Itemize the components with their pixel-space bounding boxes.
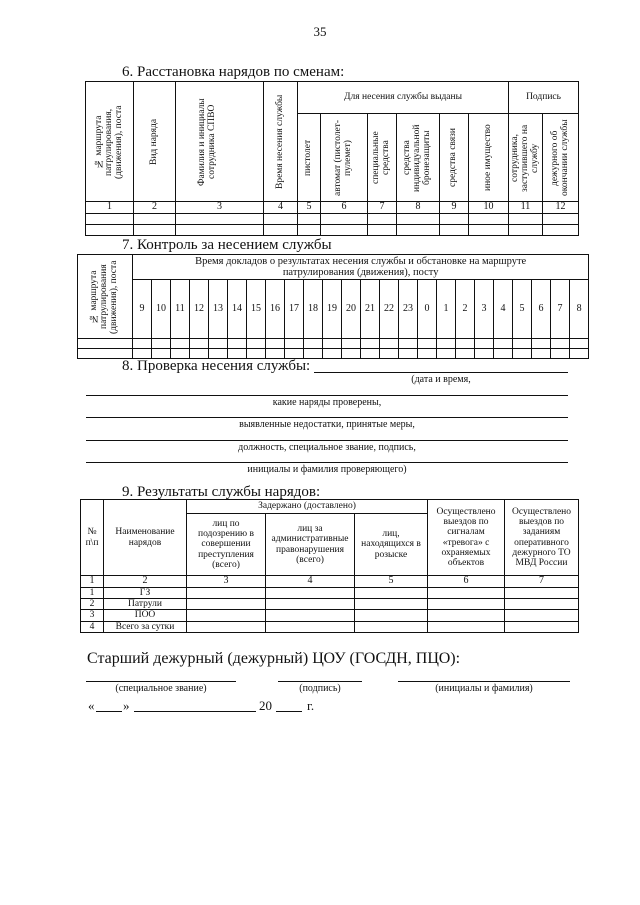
year-suffix: г.: [307, 698, 315, 713]
header-issued: Для несения службы выданы: [298, 82, 509, 114]
signature-line: [86, 417, 568, 418]
table-row: [78, 339, 589, 349]
header-other-property: иное имущество: [469, 114, 509, 202]
header-wanted-persons: лиц, находящихся в розыске: [355, 514, 428, 576]
column-numbers-row: 1 2 3 4 5 6 7: [81, 576, 579, 588]
signature-line: [86, 440, 568, 441]
page-number: 35: [313, 24, 327, 39]
sign-line: [278, 681, 362, 682]
date-open-quote: «: [88, 698, 95, 713]
section-8-title: 8. Проверка несения службы:: [122, 358, 311, 374]
name-label: (инициалы и фамилия): [435, 683, 533, 694]
header-pistol: пистолет: [298, 114, 321, 202]
date-time-label: (дата и время,: [411, 374, 471, 385]
name-line: [398, 681, 570, 682]
checked-units-label: какие наряды проверены,: [272, 397, 382, 408]
month-line: [134, 711, 256, 712]
header-report-time: Время докладов о результатах несения службы и обстановке на маршруте патрулирования (движения), посту: [133, 255, 589, 280]
year-line: [276, 711, 302, 712]
table-row: [86, 213, 579, 224]
date-close-quote: »: [123, 698, 130, 713]
table-row: [86, 224, 579, 235]
service-results-table: [80, 499, 579, 633]
header-special-means: специальные средства: [368, 114, 397, 202]
header-number: № п\п: [81, 500, 104, 576]
senior-duty-officer-title: Старший дежурный (дежурный) ЦОУ (ГОСДН, ПЦО):: [87, 650, 461, 667]
rank-label: (специальное звание): [115, 683, 207, 694]
shift-assignment-table: [85, 81, 579, 236]
header-officer-name: Фамилия и инициалы сотрудника СПВО: [176, 82, 264, 202]
section-7-title: 7. Контроль за несением службы: [122, 237, 332, 253]
header-detained: Задержано (доставлено): [187, 500, 428, 514]
header-admin-offenders: лиц за административные правонарушения (всего): [266, 514, 355, 576]
hours-row: 9 10 11 12 13 14 15 16 17 18 19 20 21 22 23 0 1 2 3 4 5 6 7 8: [78, 280, 589, 339]
header-duty-type: Вид наряда: [134, 82, 176, 202]
header-radio: средства связи: [440, 114, 469, 202]
table-row: 3 ПОО: [81, 610, 579, 621]
header-body-armor: средства индивидуальной бронезащиты: [397, 114, 440, 202]
position-rank-label: должность, специальное звание, подпись,: [238, 442, 416, 453]
inspector-name-label: инициалы и фамилия проверяющего): [247, 464, 407, 475]
deficiencies-label: выявленные недостатки, принятые меры,: [239, 419, 415, 430]
rank-line: [86, 681, 236, 682]
header-signature: Подпись: [509, 82, 579, 114]
header-sign-duty: дежурного об окончании службы: [543, 114, 579, 202]
header-unit-name: Наименование нарядов: [104, 500, 187, 576]
signature-line: [314, 372, 568, 373]
table-row: 1 ГЗ: [81, 587, 579, 598]
header-sign-officer: сотрудника, заступившего на службу: [509, 114, 543, 202]
header-route: № маршрута патрулирования, (движения), поста: [86, 82, 134, 202]
header-crime-suspects: лиц по подозрению в совершении преступления (всего): [187, 514, 266, 576]
table-row: 2 Патрули: [81, 599, 579, 610]
signature-line: [86, 395, 568, 396]
sign-label: (подпись): [299, 683, 341, 694]
header-duty-tasks: Осуществлено выездов по заданиям оперативного дежурного ТО МВД России: [505, 500, 579, 576]
header-alarm-calls: Осуществлено выездов по сигналам «тревога» с охраняемых объектов: [428, 500, 505, 576]
header-route: № маршрута патрулирования (движения), поста: [78, 255, 133, 339]
year-prefix: 20: [259, 698, 272, 713]
table-row: 4 Всего за сутки: [81, 621, 579, 632]
section-9-title: 9. Результаты службы нарядов:: [122, 484, 321, 500]
column-numbers-row: 1 2 3 4 5 6 7 8 9 10 11 12: [86, 202, 579, 214]
header-rifle: автомат (пистолет-пулемет): [321, 114, 368, 202]
control-table: [77, 254, 589, 359]
header-service-time: Время несения службы: [264, 82, 298, 202]
section-6-title: 6. Расстановка нарядов по сменам:: [122, 64, 345, 80]
signature-line: [86, 462, 568, 463]
table-row: [78, 349, 589, 359]
day-line: [96, 711, 122, 712]
